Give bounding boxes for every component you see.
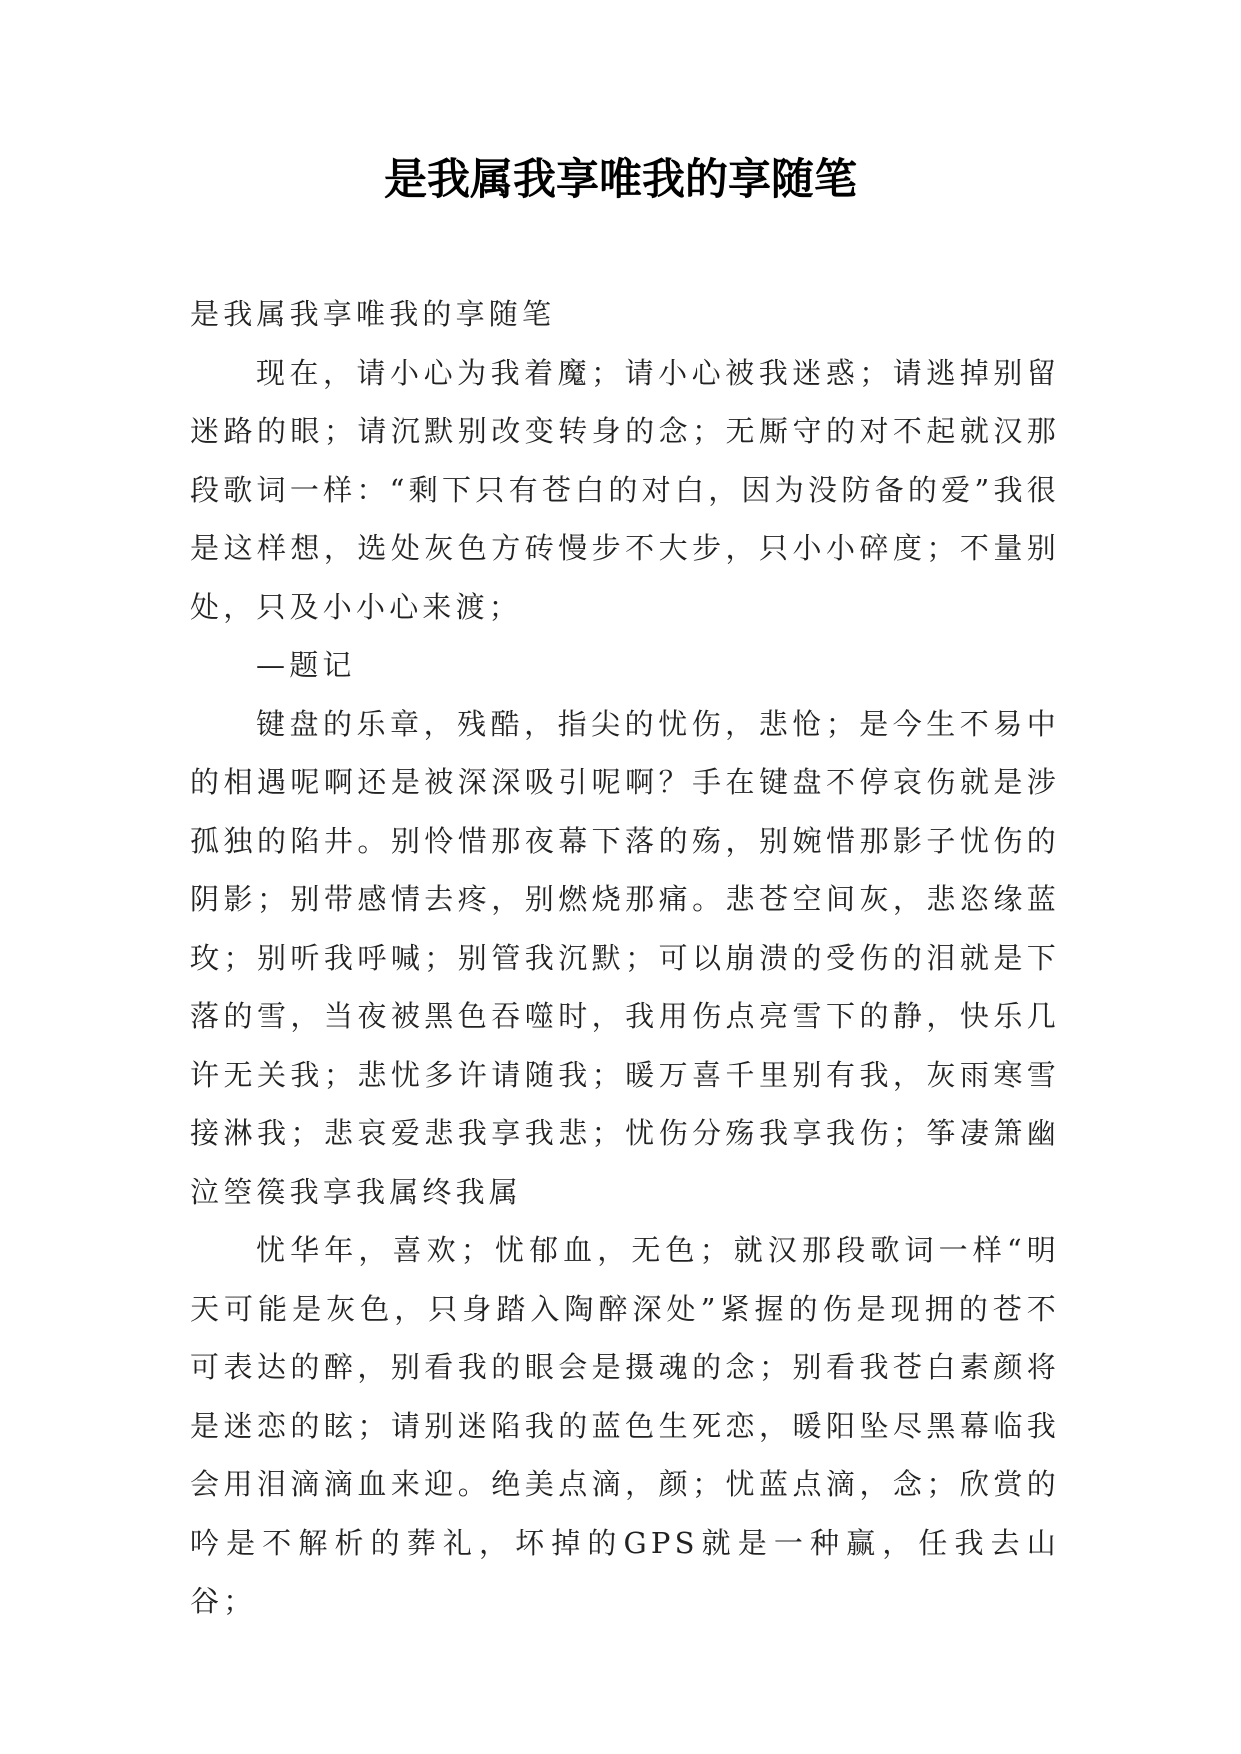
document-body [190, 285, 1060, 1631]
document-title: 是我属我享唯我的享随笔 [384, 155, 857, 205]
paragraph-subtitle: 是我属我享唯我的享随笔 [190, 297, 556, 331]
paragraph-intro: 现在，请小心为我着魔；请小心被我迷惑；请逃掉别留迷路的眼；请沉默别改变转身的念；无厮守的对不起就汉那段歌词一样：“剩下只有苍白的对白，因为没防备的爱”我很是这样想，选处灰色方砖慢步不大步，只小小碎度；不量别处，只及小小心来渡； [190, 355, 1060, 624]
paragraph-youth: 忧华年，喜欢；忧郁血，无色；就汉那段歌词一样“明天可能是灰色，只身踏入陶醉深处”紧握的伤是现拥的苍不可表达的醉，别看我的眼会是摄魂的念；别看我苍白素颜将是迷恋的眩；请别迷陷我的蓝色生死恋，暖阳坠尽黑幕临我会用泪滴滴血来迎。绝美点滴，颜；忧蓝点滴，念；欣赏的吟是不解析的葬礼，坏掉的GPS就是一种赢，任我去山谷； [190, 1233, 1060, 1618]
paragraph-epigraph-attribution: —题记 [256, 648, 356, 682]
paragraph-keyboard: 键盘的乐章，残酷，指尖的忧伤，悲怆；是今生不易中的相遇呢啊还是被深深吸引呢啊？手在键盘不停哀伤就是涉孤独的陷井。别怜惜那夜幕下落的殇，别婉惜那影子忧伤的阴影；别带感情去疼，别燃烧那痛。悲苍空间灰，悲恣缘蓝玫；别听我呼喊；别管我沉默；可以崩溃的受伤的泪就是下落的雪，当夜被黑色吞噬时，我用伤点亮雪下的静，快乐几许无关我；悲忧多许请随我；暖万喜千里别有我，灰雨寒雪接淋我；悲哀爱悲我享我悲；忧伤分殇我享我伤；筝凄箫幽泣箜篌我享我属终我属 [190, 706, 1060, 1209]
